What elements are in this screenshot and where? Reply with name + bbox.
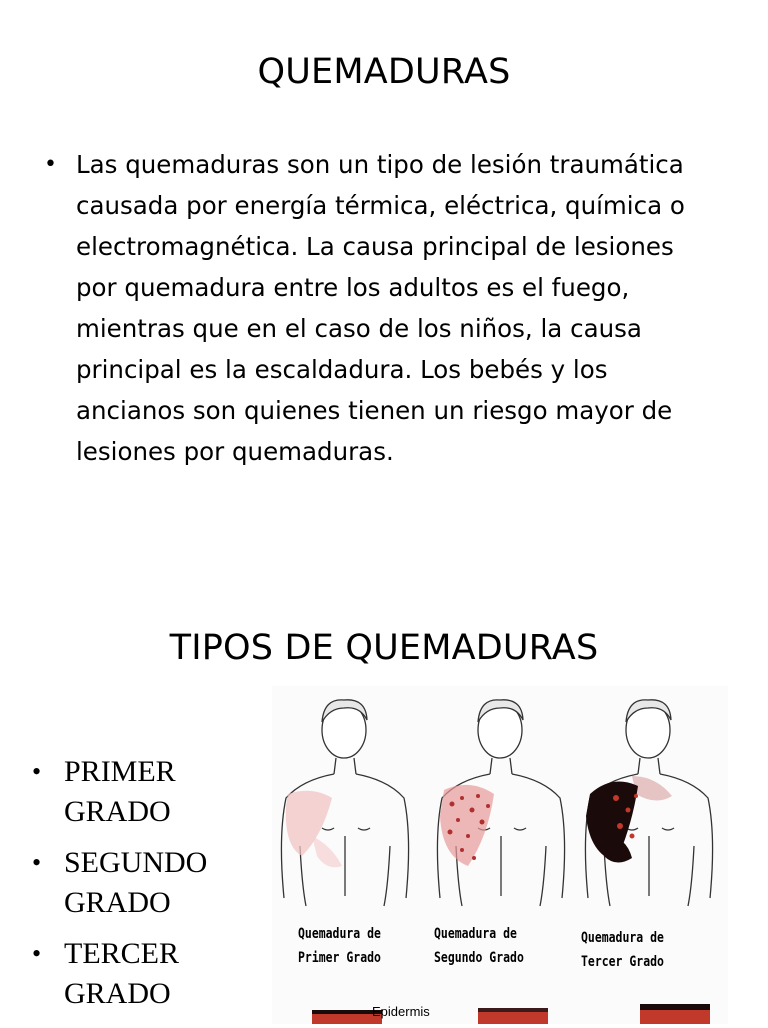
burn-degrees-illustration: [272, 686, 728, 1024]
bullet-icon: •: [32, 939, 42, 968]
epidermis-label: Epidermis: [372, 1004, 430, 1019]
torso-figure-first-degree: [281, 700, 408, 906]
caption-line: Quemadura de: [581, 930, 664, 946]
grade-label: TERCER GRADO: [64, 937, 180, 1010]
torso-figure-third-degree: [585, 700, 712, 906]
grade-label: PRIMER GRADO: [64, 755, 176, 828]
bullet-icon: •: [44, 152, 57, 177]
caption-line: Tercer Grado: [581, 954, 664, 970]
caption-line: Segundo Grado: [434, 950, 524, 966]
caption-line: Quemadura de: [298, 926, 381, 942]
caption-first-degree: [298, 922, 381, 970]
caption-third-degree: [581, 926, 664, 974]
paragraph-text: Las quemaduras son un tipo de lesión traumática causada por energía térmica, eléctrica, química o electromagnética. La causa principal de lesiones por quemadura entre los adultos es el fuego, mientras que en el caso de los niños, la causa principal es la escaldadura. Los bebés y los ancianos son quienes tienen un riesgo mayor de lesiones por quemaduras.: [76, 150, 685, 466]
torso-figure-second-degree: [437, 700, 564, 906]
caption-line: Primer Grado: [298, 950, 381, 966]
list-item: [44, 144, 720, 472]
grade-label: SEGUNDO GRADO: [64, 846, 208, 919]
list-item: [32, 752, 272, 832]
list-item: [32, 843, 272, 923]
bullet-paragraph: [44, 144, 720, 472]
caption-line: Quemadura de: [434, 926, 517, 942]
slide-title: QUEMADURAS: [257, 52, 511, 92]
bullet-icon: •: [32, 848, 42, 877]
caption-second-degree: [434, 922, 524, 970]
grade-list: [32, 752, 272, 1025]
bullet-icon: •: [32, 757, 42, 786]
list-item: [32, 934, 272, 1014]
slide-tipos-de-quemaduras: [0, 540, 768, 1024]
slide-title: TIPOS DE QUEMADURAS: [169, 628, 599, 668]
